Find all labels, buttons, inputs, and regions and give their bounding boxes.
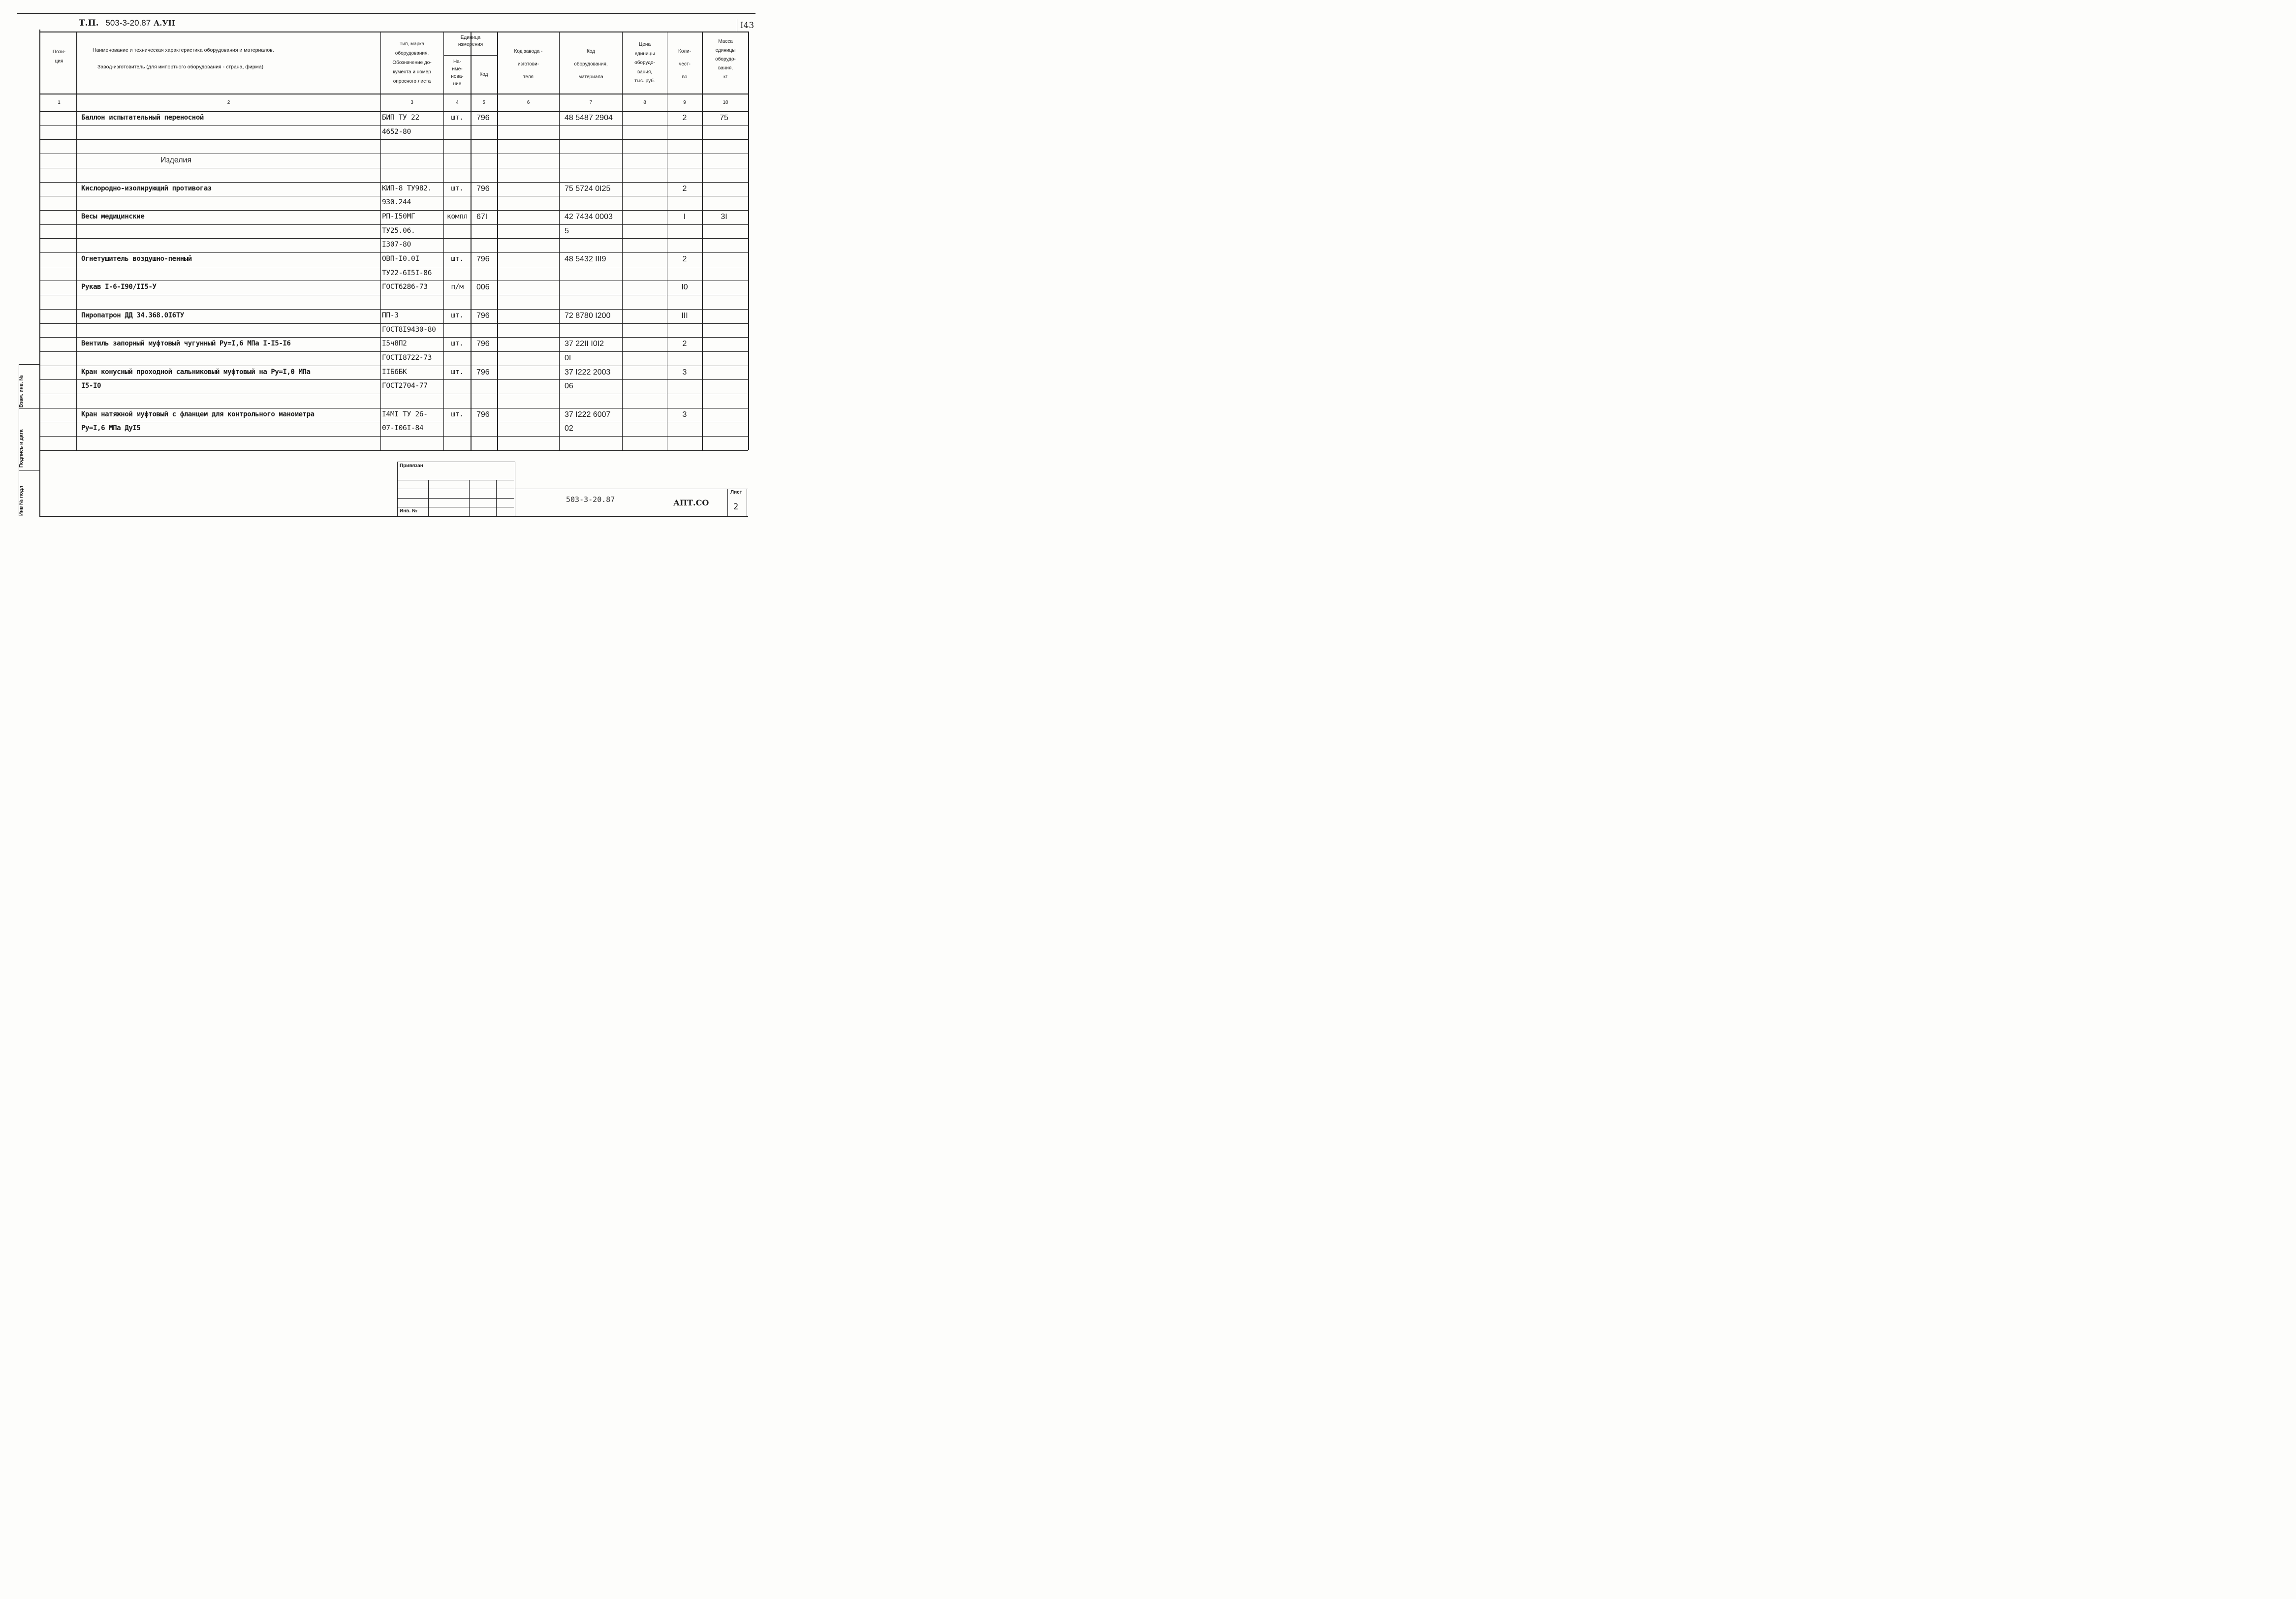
- item-type: ГОСТI8722-73: [382, 353, 432, 362]
- item-name: I5-I0: [81, 382, 101, 390]
- row-divider: [39, 238, 748, 239]
- item-unit: шт.: [451, 184, 464, 192]
- unit-group-header: Единица измерения: [458, 35, 483, 47]
- side-label-inv-podl: Инв № подл: [19, 486, 24, 516]
- stamp-doc-type: АПТ.СО: [673, 498, 709, 507]
- item-name: Кран конусный проходной сальниковый муфтовый на Ру=I,0 МПа: [81, 368, 311, 376]
- col-1-header: Пози- ция: [52, 49, 66, 64]
- page-number: I43: [737, 19, 757, 32]
- column-divider: [76, 31, 77, 450]
- row-divider: [39, 309, 748, 310]
- stamp-doc-code: 503-3-20.87: [566, 495, 615, 504]
- item-quantity: I0: [681, 283, 688, 292]
- stamp-sheet-label: Лист: [730, 490, 742, 495]
- item-equipment-code: 06: [565, 382, 573, 391]
- col-9-header: Коли- чест- во: [678, 49, 691, 80]
- col-8-header: Цена единицы оборудо- вания, тыс. руб.: [634, 42, 655, 84]
- document-code-number: 503-3-20.87: [105, 18, 151, 28]
- item-equipment-code: 37 22II I0I2: [565, 340, 604, 348]
- item-quantity: III: [681, 311, 688, 320]
- item-type: ГОСТ2704-77: [382, 382, 428, 390]
- item-quantity: 2: [682, 184, 687, 193]
- item-name: Вентиль запорный муфтовый чугунный Ру=I,6 МПа I-I5-I6: [81, 340, 291, 348]
- column-divider: [380, 31, 381, 450]
- document-code-prefix: Т.П.: [79, 18, 99, 28]
- item-equipment-code: 75 5724 0I25: [565, 184, 611, 193]
- item-unit: шт.: [451, 410, 464, 418]
- column-divider: [559, 31, 560, 450]
- item-name: Баллон испытательный переносной: [81, 114, 204, 122]
- row-divider: [39, 139, 748, 140]
- item-type: ГОСТ6286-73: [382, 283, 428, 291]
- column-divider: [443, 31, 444, 450]
- item-quantity: 2: [682, 255, 687, 263]
- item-equipment-code: 02: [565, 424, 573, 433]
- item-equipment-code: 42 7434 0003: [565, 212, 613, 221]
- row-divider: [39, 125, 748, 126]
- stamp-sheet-number: 2: [733, 502, 739, 512]
- row-divider: [39, 450, 748, 451]
- item-unit: шт.: [451, 114, 464, 122]
- col-num-10: 10: [723, 100, 728, 105]
- item-quantity: 3: [682, 368, 687, 376]
- item-unit-code: 796: [476, 340, 490, 348]
- item-name: Пиропатрон ДД 34.368.0I6ТУ: [81, 311, 184, 319]
- col-6-header: Код завода - изготови- теля: [514, 49, 543, 80]
- item-equipment-code: 37 I222 2003: [565, 368, 611, 376]
- column-number-row-border: [39, 111, 748, 112]
- row-divider: [39, 182, 748, 183]
- item-equipment-code: 48 5432 III9: [565, 255, 606, 263]
- item-quantity: I: [683, 212, 686, 221]
- item-unit-code: 796: [476, 311, 490, 320]
- item-mass: 3I: [721, 212, 727, 221]
- item-unit-code: 796: [476, 184, 490, 193]
- item-unit: шт.: [451, 311, 464, 319]
- item-type: ТУ25.06.: [382, 226, 415, 235]
- col-2-header-sub: Завод-изготовитель (для импортного оборудования - страна, фирма): [97, 64, 264, 70]
- section-heading: Изделия: [160, 156, 192, 165]
- column-divider: [471, 31, 472, 450]
- row-divider: [39, 351, 748, 352]
- col-num-6: 6: [527, 100, 530, 105]
- column-divider: [622, 31, 623, 450]
- item-equipment-code: 0I: [565, 353, 571, 362]
- item-unit-code: 67I: [476, 212, 488, 221]
- item-type: РП-I50МГ: [382, 212, 415, 220]
- item-name: Рукав I-6-I90/II5-У: [81, 283, 157, 291]
- item-unit-code: 796: [476, 410, 490, 419]
- item-type: ПП-3: [382, 311, 399, 319]
- item-name: Огнетушитель воздушно-пенный: [81, 255, 192, 263]
- col-7-header: Код оборудования, материала: [574, 49, 608, 80]
- item-unit-code: 796: [476, 114, 490, 122]
- col-num-1: 1: [58, 100, 61, 105]
- item-name: Кислородно-изолирующий противогаз: [81, 184, 212, 192]
- row-divider: [39, 337, 748, 338]
- row-divider: [39, 436, 748, 437]
- stamp-inv-label: Инв. №: [400, 508, 418, 514]
- side-stamp-line: [19, 470, 39, 471]
- item-type: 07-I06I-84: [382, 424, 424, 433]
- item-quantity: 3: [682, 410, 687, 419]
- item-type: БИП ТУ 22: [382, 114, 419, 122]
- item-equipment-code: 37 I222 6007: [565, 410, 611, 419]
- column-divider: [497, 31, 498, 450]
- col-num-9: 9: [683, 100, 686, 105]
- row-divider: [39, 224, 748, 225]
- item-unit: шт.: [451, 255, 464, 263]
- col-num-3: 3: [410, 100, 413, 105]
- col-10-header: Масса единицы оборудо- вания, кг: [715, 39, 736, 80]
- col-num-4: 4: [456, 100, 459, 105]
- item-name: Ру=I,6 МПа ДуI5: [81, 424, 141, 433]
- col-3-header: Тип, марка оборудования. Обозначение до- кумента и номер опросного листа: [392, 41, 432, 84]
- col-2-header: Наименование и техническая характеристика оборудования и материалов.: [93, 47, 274, 53]
- side-stamp-line: [19, 364, 39, 365]
- item-type: 4652-80: [382, 127, 411, 136]
- item-unit: компл: [446, 212, 468, 220]
- item-equipment-code: 48 5487 2904: [565, 114, 613, 122]
- item-equipment-code: 5: [565, 226, 569, 235]
- page-bottom-border: [39, 516, 748, 517]
- row-divider: [39, 210, 748, 211]
- item-type: I307-80: [382, 241, 411, 249]
- item-quantity: 2: [682, 340, 687, 348]
- side-label-podpis: Подпись и дата: [19, 429, 24, 468]
- item-type: ТУ22-6I5I-86: [382, 269, 432, 277]
- item-name: Весы медицинские: [81, 212, 145, 220]
- item-type: КИП-8 ТУ982.: [382, 184, 432, 192]
- row-divider: [39, 379, 748, 380]
- item-equipment-code: 72 8780 I200: [565, 311, 611, 320]
- column-divider: [748, 31, 749, 450]
- col-num-5: 5: [482, 100, 485, 105]
- item-unit: шт.: [451, 340, 464, 348]
- left-margin-border: [39, 30, 40, 516]
- row-divider: [39, 252, 748, 253]
- stamp-attached-label: Привязан: [400, 463, 423, 469]
- col-num-7: 7: [589, 100, 593, 105]
- item-type: IIБ6БК: [382, 368, 407, 376]
- table-top-border: [39, 31, 748, 32]
- col-num-8: 8: [643, 100, 646, 105]
- item-unit-code: 796: [476, 255, 490, 263]
- item-type: ГОСТ8I9430-80: [382, 325, 436, 334]
- item-type: I4МI ТУ 26-: [382, 410, 428, 418]
- column-divider: [702, 31, 703, 450]
- album-label: А.УII: [154, 19, 175, 28]
- item-unit-code: 006: [476, 283, 490, 292]
- col-num-2: 2: [227, 100, 230, 105]
- document-code: [79, 18, 175, 28]
- item-unit: шт.: [451, 368, 464, 376]
- side-stamp-line: [19, 408, 39, 409]
- item-mass: 75: [720, 114, 728, 122]
- item-type: I5ч8П2: [382, 340, 407, 348]
- side-label-vzam: Взам. инв. №: [19, 375, 24, 408]
- item-type: 930.244: [382, 198, 411, 207]
- top-rule: [17, 13, 755, 14]
- col-4-header: На- име- нова- ние: [451, 59, 464, 87]
- item-type: ОВП-I0.0I: [382, 255, 419, 263]
- item-unit: п/м: [451, 283, 464, 291]
- item-name: Кран натяжной муфтовый с фланцем для контрольного манометра: [81, 410, 315, 418]
- row-divider: [39, 323, 748, 324]
- col-5-header: Код: [479, 72, 488, 77]
- item-quantity: 2: [682, 114, 687, 122]
- item-unit-code: 796: [476, 368, 490, 376]
